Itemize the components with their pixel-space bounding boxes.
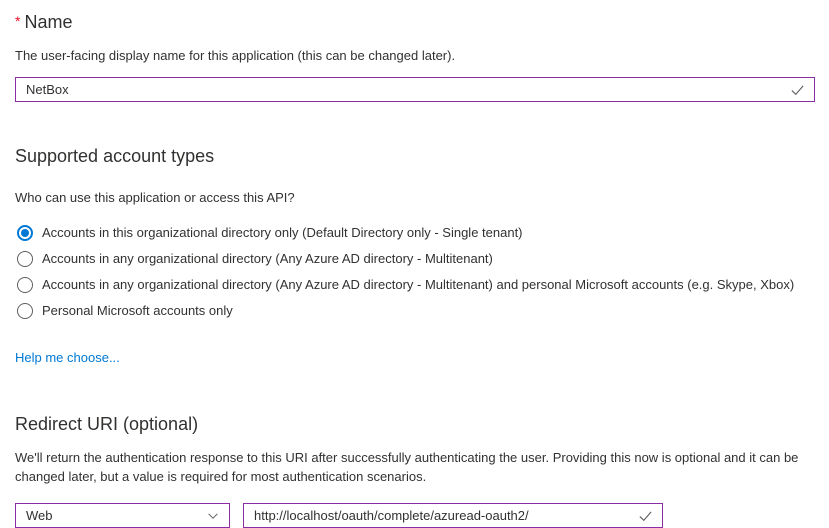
radio-multitenant[interactable] bbox=[15, 246, 815, 272]
radio-multitenant-personal[interactable] bbox=[15, 272, 815, 298]
account-types-section bbox=[15, 145, 815, 367]
name-input-field bbox=[15, 77, 815, 102]
radio-label: Accounts in this organizational directory only (Default Directory only - Single tenant) bbox=[42, 225, 523, 240]
account-types-question: Who can use this application or access this API? bbox=[15, 190, 295, 205]
name-section-title bbox=[15, 10, 815, 33]
radio-button-icon[interactable] bbox=[17, 225, 33, 241]
radio-button-icon[interactable] bbox=[17, 303, 33, 319]
redirect-uri-section bbox=[15, 413, 815, 528]
radio-label: Accounts in any organizational directory (Any Azure AD directory - Multitenant) and personal Microsoft accounts (e.g. Skype, Xbox) bbox=[42, 277, 795, 292]
platform-dropdown-value: Web bbox=[26, 508, 53, 523]
radio-button-icon[interactable] bbox=[17, 251, 33, 267]
name-section bbox=[15, 10, 815, 102]
redirect-uri-title: Redirect URI (optional) bbox=[15, 414, 199, 434]
redirect-uri-description: We'll return the authentication response to this URI after successfully authenticating the user. Providing this now is optional and it can be changed later, but a value is required for most authentication scenarios. bbox=[15, 450, 799, 484]
radio-single-tenant[interactable] bbox=[15, 220, 815, 246]
help-me-choose-link[interactable]: Help me choose... bbox=[15, 350, 120, 365]
required-asterisk: * bbox=[15, 13, 21, 29]
account-type-radio-group bbox=[15, 220, 815, 324]
radio-personal-only[interactable] bbox=[15, 298, 815, 324]
radio-label: Personal Microsoft accounts only bbox=[42, 303, 233, 318]
name-title-text: Name bbox=[24, 12, 73, 32]
radio-label: Accounts in any organizational directory (Any Azure AD directory - Multitenant) bbox=[42, 251, 493, 266]
account-types-title: Supported account types bbox=[15, 146, 215, 166]
name-description: The user-facing display name for this application (this can be changed later). bbox=[15, 48, 456, 63]
radio-button-icon[interactable] bbox=[17, 277, 33, 293]
name-input[interactable] bbox=[16, 78, 814, 101]
